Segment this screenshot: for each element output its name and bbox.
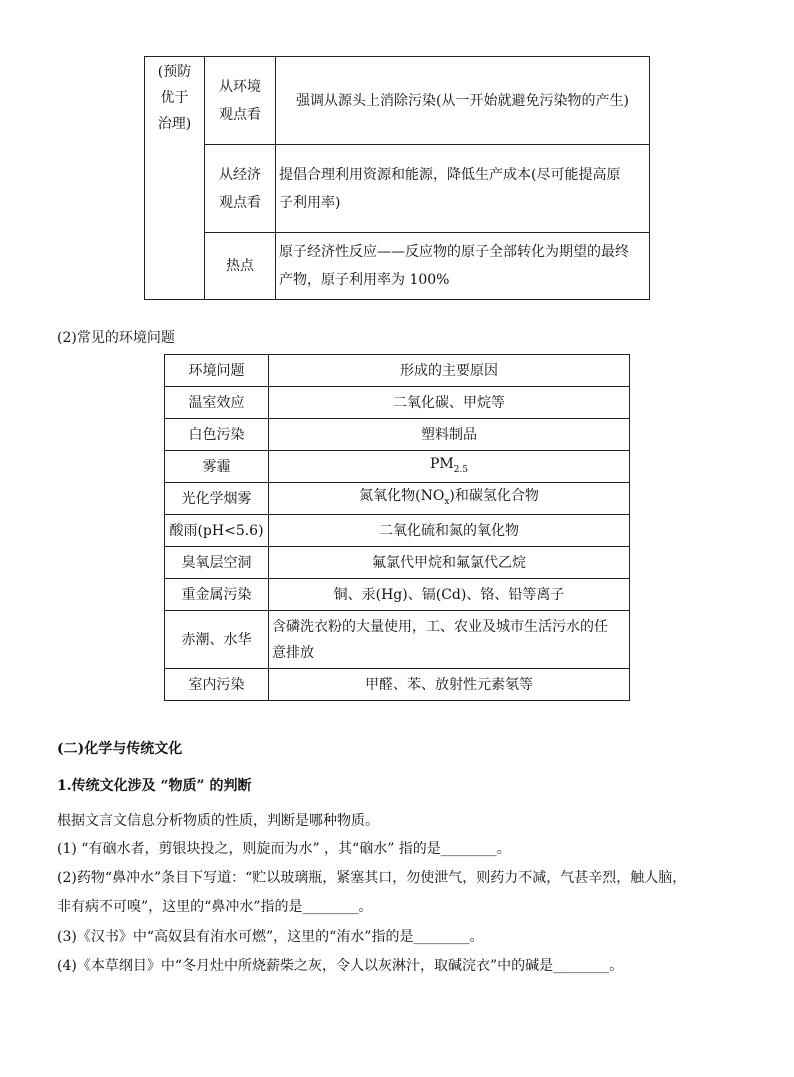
table-row bbox=[165, 451, 630, 483]
header-cause: 形成的主要原因 bbox=[269, 355, 630, 387]
prevention-line: 治理) bbox=[157, 116, 192, 132]
cause-cell: 氟氯代甲烷和氟氯代乙烷 bbox=[269, 547, 630, 579]
table-row bbox=[165, 419, 630, 451]
cause-cell: $PM_{2.5}$ bbox=[269, 451, 630, 483]
problem-cell: 赤潮、水华 bbox=[165, 611, 269, 669]
table-row bbox=[165, 547, 630, 579]
environment-problems-table bbox=[164, 354, 630, 701]
table-row bbox=[165, 579, 630, 611]
problem-cell: 雾霾 bbox=[165, 451, 269, 483]
intro-text: 根据文言文信息分析物质的性质，判断是哪种物质。 bbox=[57, 813, 379, 829]
question-2: (2)药物“鼻冲水”条目下写道：“贮以玻璃瓶，紧塞其口，勿使泄气，则药力不减，气甚辛烈，触人脑， bbox=[57, 870, 687, 886]
problem-cell: 光化学烟雾 bbox=[165, 483, 269, 515]
row-content: 提倡合理利用资源和能源，降低生产成本(尽可能提高原 子利用率) bbox=[276, 145, 650, 233]
question-3: (3)《汉书》中“高奴县有洧水可燃”，这里的“洧水”指的是________。 bbox=[57, 929, 484, 945]
row-label: 从经济 观点看 bbox=[205, 145, 276, 233]
section-heading: (二)化学与传统文化 bbox=[57, 741, 183, 757]
question-1: (1) “有硇水者，剪银块投之，则旋而为水” ，其“硇水” 指的是________。 bbox=[57, 841, 511, 857]
problem-cell: 室内污染 bbox=[165, 669, 269, 701]
prevention-line: 优于 bbox=[160, 90, 189, 106]
prevention-cell bbox=[145, 57, 205, 300]
cause-cell: 塑料制品 bbox=[269, 419, 630, 451]
cause-cell: 二氧化碳、甲烷等 bbox=[269, 387, 630, 419]
section-2-title: (2)常见的环境问题 bbox=[57, 330, 175, 346]
question-2-continued: 非有病不可嗅”，这里的“鼻冲水”指的是________。 bbox=[57, 899, 373, 915]
table-row bbox=[165, 483, 630, 515]
problem-cell: 温室效应 bbox=[165, 387, 269, 419]
subheading: 1.传统文化涉及 “物质” 的判断 bbox=[57, 778, 252, 794]
table-row bbox=[165, 387, 630, 419]
row-content: 原子经济性反应——反应物的原子全部转化为期望的最终 产物，原子利用率为 100% bbox=[276, 233, 650, 300]
problem-cell: 酸雨(pH<5.6) bbox=[165, 515, 269, 547]
cause-cell: 铜、汞(Hg)、镉(Cd)、铬、铅等离子 bbox=[269, 579, 630, 611]
row-label: 从环境 观点看 bbox=[205, 57, 276, 145]
table-row bbox=[165, 669, 630, 701]
row-content: 强调从源头上消除污染(从一开始就避免污染物的产生) bbox=[276, 57, 650, 145]
row-label: 热点 bbox=[205, 233, 276, 300]
problem-cell: 重金属污染 bbox=[165, 579, 269, 611]
question-4: (4)《本草纲目》中“冬月灶中所烧薪柴之灰，令人以灰淋汁，取碱浣衣”中的碱是________。 bbox=[57, 958, 624, 974]
table-row bbox=[165, 515, 630, 547]
cause-cell: 氮氧化物$(NO_x)$和碳氢化合物 bbox=[269, 483, 630, 515]
table-header-row bbox=[165, 355, 630, 387]
prevention-line: (预防 bbox=[157, 64, 192, 80]
table-row bbox=[165, 611, 630, 669]
problem-cell: 臭氧层空洞 bbox=[165, 547, 269, 579]
cause-cell: 甲醛、苯、放射性元素氡等 bbox=[269, 669, 630, 701]
problem-cell: 白色污染 bbox=[165, 419, 269, 451]
cause-cell: 二氧化硫和氮的氧化物 bbox=[269, 515, 630, 547]
cause-cell: 含磷洗衣粉的大量使用，工、农业及城市生活污水的任 意排放 bbox=[269, 611, 630, 669]
green-chemistry-table bbox=[144, 56, 650, 300]
header-problem: 环境问题 bbox=[165, 355, 269, 387]
